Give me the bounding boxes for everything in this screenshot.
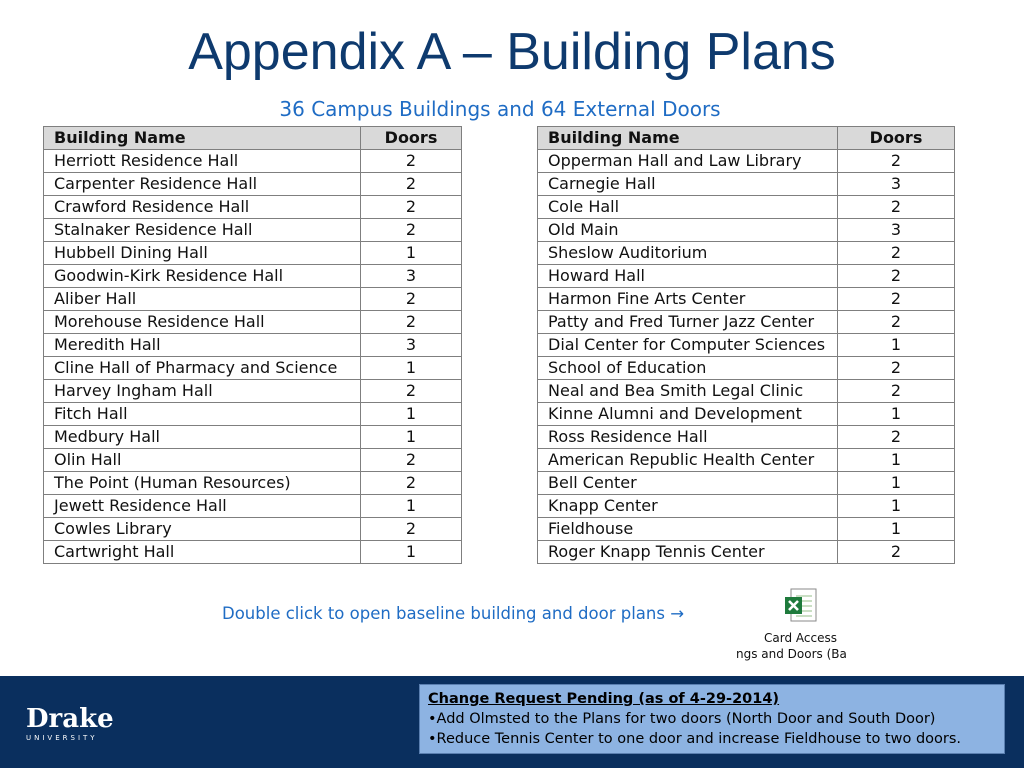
table-row	[538, 472, 955, 495]
doors-cell: 2	[838, 380, 955, 403]
table-row	[44, 288, 462, 311]
table-header-row	[538, 127, 955, 150]
building-name-cell: Meredith Hall	[44, 334, 361, 357]
doors-cell: 3	[838, 173, 955, 196]
table-row	[538, 219, 955, 242]
open-plans-instruction: Double click to open baseline building and door plans →	[222, 604, 685, 623]
table-row	[44, 242, 462, 265]
doors-cell: 2	[838, 196, 955, 219]
table-row	[538, 380, 955, 403]
notice-title: Change Request Pending (as of 4-29-2014)	[428, 691, 780, 707]
building-name-cell: Hubbell Dining Hall	[44, 242, 361, 265]
attachment-label-line2: ngs and Doors (Ba	[736, 647, 847, 661]
table-row	[538, 288, 955, 311]
buildings-table-right	[537, 126, 955, 564]
doors-cell: 2	[838, 265, 955, 288]
table-row	[44, 518, 462, 541]
table-row	[538, 426, 955, 449]
table-row	[538, 403, 955, 426]
building-name-cell: Cole Hall	[538, 196, 838, 219]
building-name-cell: American Republic Health Center	[538, 449, 838, 472]
doors-cell: 2	[838, 357, 955, 380]
table-row	[538, 495, 955, 518]
doors-cell: 1	[361, 541, 462, 564]
table-row	[44, 334, 462, 357]
doors-cell: 2	[838, 242, 955, 265]
building-name-cell: Fieldhouse	[538, 518, 838, 541]
table-row	[538, 311, 955, 334]
building-name-cell: Medbury Hall	[44, 426, 361, 449]
doors-cell: 2	[838, 541, 955, 564]
table-row	[44, 380, 462, 403]
doors-cell: 1	[838, 472, 955, 495]
building-name-cell: Fitch Hall	[44, 403, 361, 426]
change-request-notice	[419, 684, 1005, 754]
building-name-cell: Bell Center	[538, 472, 838, 495]
table-row	[44, 173, 462, 196]
doors-cell: 3	[361, 265, 462, 288]
doors-cell: 2	[361, 380, 462, 403]
column-header-building-name: Building Name	[538, 127, 838, 150]
building-name-cell: Sheslow Auditorium	[538, 242, 838, 265]
table-row	[538, 449, 955, 472]
table-row	[538, 196, 955, 219]
column-header-building-name: Building Name	[44, 127, 361, 150]
table-row	[44, 357, 462, 380]
table-row	[44, 541, 462, 564]
building-name-cell: Morehouse Residence Hall	[44, 311, 361, 334]
building-name-cell: Kinne Alumni and Development	[538, 403, 838, 426]
table-header-row	[44, 127, 462, 150]
doors-cell: 2	[838, 426, 955, 449]
buildings-table-right-body	[538, 150, 955, 564]
doors-cell: 1	[838, 403, 955, 426]
doors-cell: 1	[361, 495, 462, 518]
building-name-cell: Jewett Residence Hall	[44, 495, 361, 518]
building-name-cell: Harmon Fine Arts Center	[538, 288, 838, 311]
building-name-cell: Carpenter Residence Hall	[44, 173, 361, 196]
table-row	[44, 449, 462, 472]
doors-cell: 2	[361, 311, 462, 334]
buildings-table-left	[43, 126, 462, 564]
building-name-cell: Herriott Residence Hall	[44, 150, 361, 173]
column-header-doors: Doors	[361, 127, 462, 150]
table-row	[44, 495, 462, 518]
building-name-cell: Cowles Library	[44, 518, 361, 541]
logo-name: Drake	[26, 704, 114, 734]
building-name-cell: Dial Center for Computer Sciences	[538, 334, 838, 357]
doors-cell: 1	[361, 403, 462, 426]
building-name-cell: Stalnaker Residence Hall	[44, 219, 361, 242]
building-name-cell: Cartwright Hall	[44, 541, 361, 564]
doors-cell: 1	[361, 242, 462, 265]
building-name-cell: Olin Hall	[44, 449, 361, 472]
drake-university-logo	[26, 706, 114, 742]
doors-cell: 2	[361, 449, 462, 472]
doors-cell: 2	[838, 150, 955, 173]
doors-cell: 2	[838, 288, 955, 311]
table-row	[44, 311, 462, 334]
doors-cell: 2	[361, 173, 462, 196]
doors-cell: 1	[838, 495, 955, 518]
doors-cell: 3	[838, 219, 955, 242]
doors-cell: 2	[361, 150, 462, 173]
notice-item: •Add Olmsted to the Plans for two doors (North Door and South Door)	[428, 711, 936, 727]
building-name-cell: The Point (Human Resources)	[44, 472, 361, 495]
table-row	[44, 196, 462, 219]
table-row	[44, 265, 462, 288]
attachment-label-line1: Card Access	[764, 631, 837, 645]
building-name-cell: Cline Hall of Pharmacy and Science	[44, 357, 361, 380]
doors-cell: 2	[838, 311, 955, 334]
building-name-cell: Ross Residence Hall	[538, 426, 838, 449]
attachment-label[interactable]	[736, 630, 853, 662]
building-name-cell: Goodwin-Kirk Residence Hall	[44, 265, 361, 288]
building-name-cell: School of Education	[538, 357, 838, 380]
doors-cell: 2	[361, 518, 462, 541]
doors-cell: 2	[361, 288, 462, 311]
doors-cell: 1	[838, 518, 955, 541]
building-name-cell: Roger Knapp Tennis Center	[538, 541, 838, 564]
doors-cell: 3	[361, 334, 462, 357]
table-row	[44, 150, 462, 173]
building-name-cell: Aliber Hall	[44, 288, 361, 311]
building-name-cell: Carnegie Hall	[538, 173, 838, 196]
building-name-cell: Knapp Center	[538, 495, 838, 518]
logo-subtitle: UNIVERSITY	[26, 734, 98, 742]
notice-item: •Reduce Tennis Center to one door and increase Fieldhouse to two doors.	[428, 731, 962, 747]
table-row	[44, 403, 462, 426]
table-row	[538, 173, 955, 196]
table-row	[44, 472, 462, 495]
buildings-table-left-body	[44, 150, 462, 564]
table-row	[44, 426, 462, 449]
table-row	[538, 334, 955, 357]
doors-cell: 1	[838, 449, 955, 472]
doors-cell: 2	[361, 196, 462, 219]
doors-cell: 1	[361, 357, 462, 380]
building-name-cell: Howard Hall	[538, 265, 838, 288]
building-name-cell: Harvey Ingham Hall	[44, 380, 361, 403]
building-name-cell: Crawford Residence Hall	[44, 196, 361, 219]
excel-file-icon[interactable]	[782, 586, 820, 624]
table-row	[538, 150, 955, 173]
doors-cell: 1	[361, 426, 462, 449]
table-row	[538, 242, 955, 265]
table-row	[538, 518, 955, 541]
building-name-cell: Old Main	[538, 219, 838, 242]
page-title: Appendix A – Building Plans	[188, 23, 836, 81]
doors-cell: 1	[838, 334, 955, 357]
table-row	[538, 541, 955, 564]
building-name-cell: Opperman Hall and Law Library	[538, 150, 838, 173]
building-name-cell: Neal and Bea Smith Legal Clinic	[538, 380, 838, 403]
doors-cell: 2	[361, 219, 462, 242]
table-row	[44, 219, 462, 242]
column-header-doors: Doors	[838, 127, 955, 150]
table-row	[538, 357, 955, 380]
page-subtitle: 36 Campus Buildings and 64 External Doors	[279, 97, 721, 121]
doors-cell: 2	[361, 472, 462, 495]
building-name-cell: Patty and Fred Turner Jazz Center	[538, 311, 838, 334]
table-row	[538, 265, 955, 288]
